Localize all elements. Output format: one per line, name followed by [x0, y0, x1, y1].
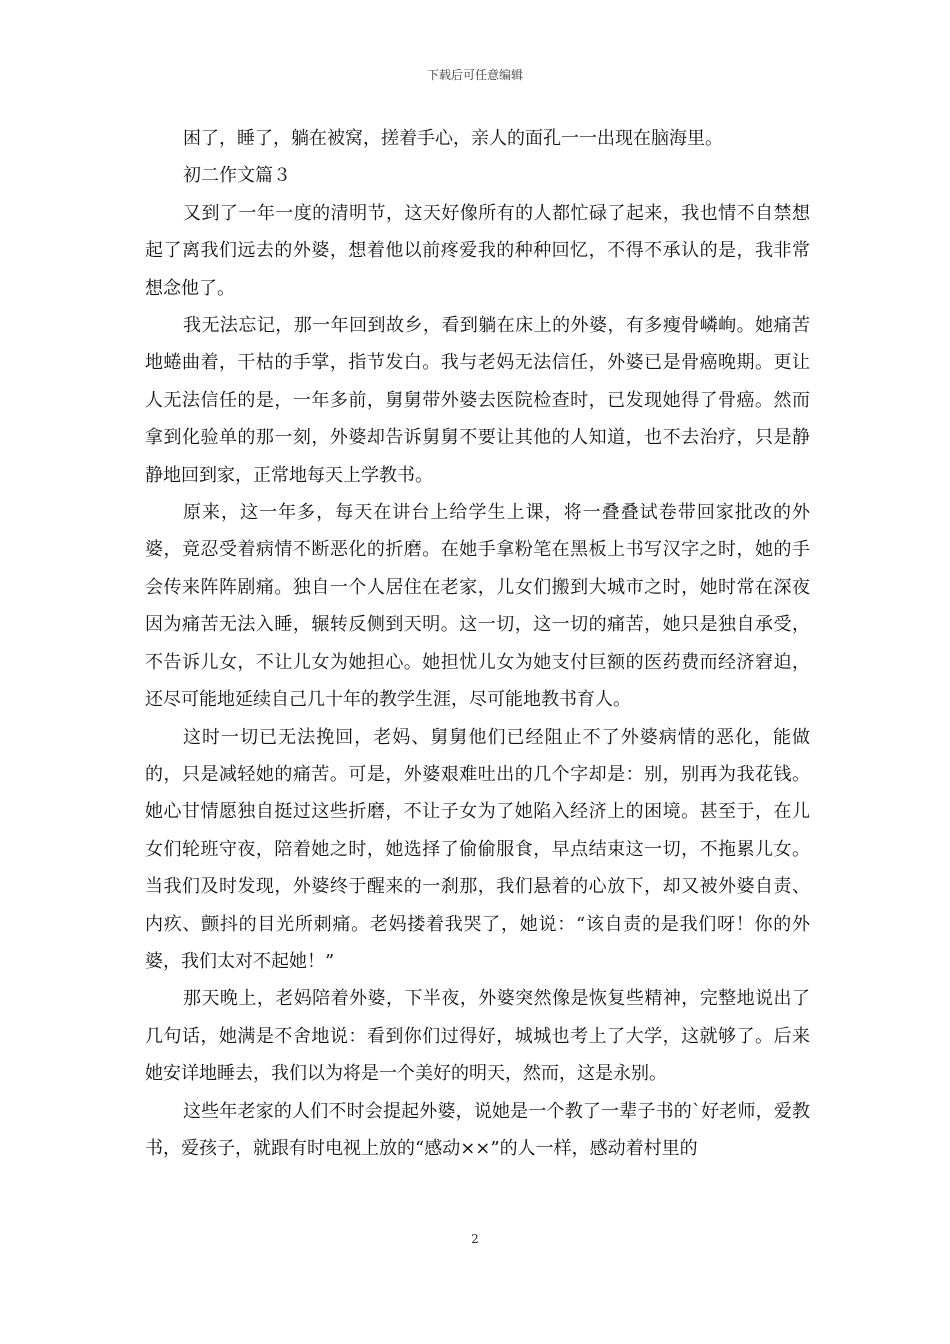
paragraph: 我无法忘记，那一年回到故乡，看到躺在床上的外婆，有多瘦骨嶙峋。她痛苦地蜷曲着，干枯的手掌，指节发白。我与老妈无法信任，外婆已是骨癌晚期。更让人无法信任的是，一年多前，舅舅带外婆去医院检查时，已发现她得了骨癌。然而拿到化验单的那一刻，外婆却告诉舅舅不要让其他的人知道，也不去治疗，只是静静地回到家，正常地每天上学教书。 [145, 315, 810, 486]
page-number: 2 [471, 1232, 479, 1246]
paragraph: 困了，睡了，躺在被窝，搓着手心，亲人的面孔一一出现在脑海里。 [183, 128, 723, 149]
paragraph: 这些年老家的人们不时会提起外婆，说她是一个教了一辈子书的`好老师，爱教书，爱孩子，就跟有时电视上放的“感动××”的人一样，感动着村里的 [145, 1100, 810, 1159]
paragraph: 这时一切已无法挽回，老妈、舅舅他们已经阻止不了外婆病情的恶化，能做的，只是减轻她的痛苦。可是，外婆艰难吐出的几个字却是：别，别再为我花钱。她心甘情愿独自挺过这些折磨，不让子女为了她陷入经济上的困境。甚至于，在儿女们轮班守夜，陪着她之时，她选择了偷偷服食，早点结束这一切，不拖累儿女。当我们及时发现，外婆终于醒来的一刹那，我们悬着的心放下，却又被外婆自责、内疚、颤抖的目光所刺痛。老妈搂着我哭了，她说：“该自责的是我们呀！你的外婆，我们太对不起她！” [145, 726, 810, 972]
paragraph: 那天晚上，老妈陪着外婆，下半夜，外婆突然像是恢复些精神，完整地说出了几句话，她满是不舍地说：看到你们过得好，城城也考上了大学，这就够了。后来她安详地睡去，我们以为将是一个美好的明天，然而，这是永别。 [145, 988, 810, 1085]
section-heading: 初二作文篇３ [183, 165, 291, 187]
paragraph: 原来，这一年多，每天在讲台上给学生上课，将一叠叠试卷带回家批改的外婆，竟忍受着病情不断恶化的折磨。在她手拿粉笔在黑板上书写汉字之时，她的手会传来阵阵剧痛。独自一个人居住在老家，儿女们搬到大城市之时，她时常在深夜因为痛苦无法入睡，辗转反侧到天明。这一切，这一切的痛苦，她只是独自承受，不告诉儿女，不让儿女为她担心。她担忧儿女为她支付巨额的医药费而经济窘迫，还尽可能地延续自己几十年的教学生涯，尽可能地教书育人。 [145, 502, 810, 711]
document-body [145, 120, 810, 1167]
page-header: 下载后可任意编辑 [426, 68, 523, 82]
paragraph: 又到了一年一度的清明节，这天好像所有的人都忙碌了起来，我也情不自禁想起了离我们远去的外婆，想着他以前疼爱我的种种回忆，不得不承认的是，我非常想念他了。 [145, 202, 810, 299]
